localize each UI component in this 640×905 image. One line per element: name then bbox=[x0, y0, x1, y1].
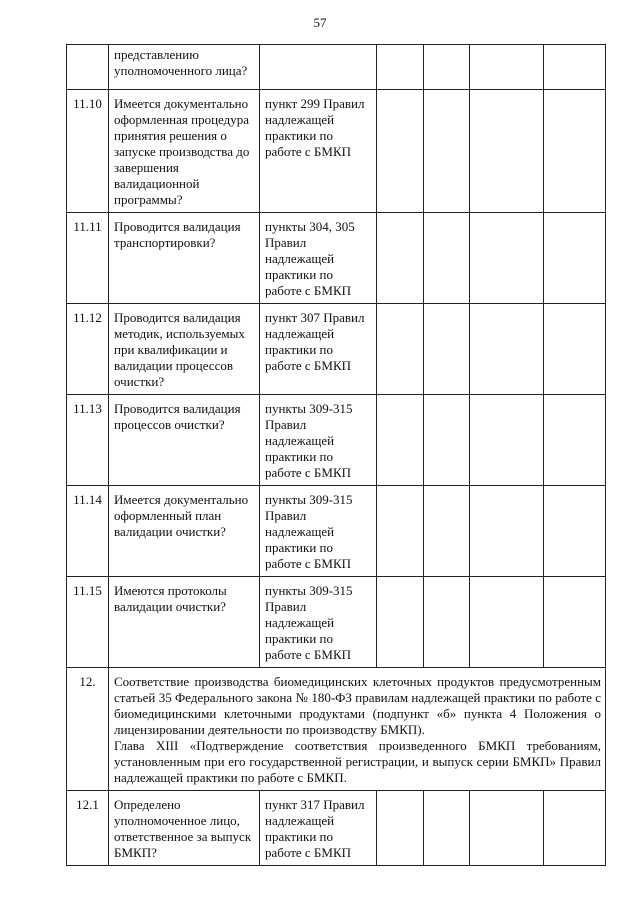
notes-cell bbox=[544, 45, 606, 90]
answer-no-cell bbox=[424, 486, 470, 577]
answer-no-cell bbox=[424, 45, 470, 90]
answer-yes-cell bbox=[377, 45, 424, 90]
section-requirement: Соответствие производства биомедицинских клеточных продуктов предусмотренным статьей 35 Федерального закона № 180-ФЗ правилам надлежащей практики по работе с биомедицинскими клеточными продуктами (подпункт «б» пункта 4 Положения о лицензировании деятельности по производству БМКП). bbox=[114, 674, 601, 737]
answer-yes-cell bbox=[377, 486, 424, 577]
not-applicable-cell bbox=[470, 90, 544, 213]
not-applicable-cell bbox=[470, 395, 544, 486]
question-cell: Имеется документально оформленная процедура принятия решения о запуске производства до завершения валидационной программы? bbox=[109, 90, 260, 213]
answer-no-cell bbox=[424, 395, 470, 486]
not-applicable-cell bbox=[470, 213, 544, 304]
answer-no-cell bbox=[424, 577, 470, 668]
question-cell: Проводится валидация транспортировки? bbox=[109, 213, 260, 304]
table-row bbox=[67, 486, 606, 577]
checklist-table bbox=[66, 44, 606, 866]
section-text bbox=[109, 668, 606, 791]
row-number: 12.1 bbox=[67, 791, 109, 866]
reference-cell: пункты 309-315 Правил надлежащей практики по работе с БМКП bbox=[260, 395, 377, 486]
reference-cell: пункт 307 Правил надлежащей практики по работе с БМКП bbox=[260, 304, 377, 395]
row-number: 11.11 bbox=[67, 213, 109, 304]
reference-cell: пункт 317 Правил надлежащей практики по работе с БМКП bbox=[260, 791, 377, 866]
answer-yes-cell bbox=[377, 395, 424, 486]
answer-yes-cell bbox=[377, 791, 424, 866]
not-applicable-cell bbox=[470, 486, 544, 577]
section-row bbox=[67, 668, 606, 791]
table-row bbox=[67, 791, 606, 866]
answer-no-cell bbox=[424, 90, 470, 213]
not-applicable-cell bbox=[470, 577, 544, 668]
row-number: 11.12 bbox=[67, 304, 109, 395]
notes-cell bbox=[544, 395, 606, 486]
answer-no-cell bbox=[424, 213, 470, 304]
answer-yes-cell bbox=[377, 304, 424, 395]
not-applicable-cell bbox=[470, 791, 544, 866]
notes-cell bbox=[544, 791, 606, 866]
reference-cell: пункт 299 Правил надлежащей практики по работе с БМКП bbox=[260, 90, 377, 213]
question-cell: представлению уполномоченного лица? bbox=[109, 45, 260, 90]
table-row bbox=[67, 213, 606, 304]
table-row bbox=[67, 577, 606, 668]
notes-cell bbox=[544, 577, 606, 668]
reference-cell: пункты 304, 305 Правил надлежащей практики по работе с БМКП bbox=[260, 213, 377, 304]
not-applicable-cell bbox=[470, 304, 544, 395]
row-number bbox=[67, 45, 109, 90]
answer-yes-cell bbox=[377, 213, 424, 304]
answer-yes-cell bbox=[377, 577, 424, 668]
answer-yes-cell bbox=[377, 90, 424, 213]
section-number: 12. bbox=[67, 668, 109, 791]
question-cell: Имеется документально оформленный план валидации очистки? bbox=[109, 486, 260, 577]
question-cell: Проводится валидация процессов очистки? bbox=[109, 395, 260, 486]
section-chapter-title: Глава XIII «Подтверждение соответствия произведенного БМКП требованиям, установленным при его государственной регистрации, и выпуск серии БМКП» Правил надлежащей практики по работе с БМКП. bbox=[114, 738, 601, 785]
reference-cell bbox=[260, 45, 377, 90]
notes-cell bbox=[544, 304, 606, 395]
table-row bbox=[67, 395, 606, 486]
row-number: 11.10 bbox=[67, 90, 109, 213]
notes-cell bbox=[544, 486, 606, 577]
table-row bbox=[67, 45, 606, 90]
answer-no-cell bbox=[424, 304, 470, 395]
page-number: 57 bbox=[313, 15, 327, 30]
not-applicable-cell bbox=[470, 45, 544, 90]
question-cell: Имеются протоколы валидации очистки? bbox=[109, 577, 260, 668]
question-cell: Определено уполномоченное лицо, ответственное за выпуск БМКП? bbox=[109, 791, 260, 866]
reference-cell: пункты 309-315 Правил надлежащей практики по работе с БМКП bbox=[260, 486, 377, 577]
answer-no-cell bbox=[424, 791, 470, 866]
notes-cell bbox=[544, 90, 606, 213]
table-row bbox=[67, 90, 606, 213]
row-number: 11.15 bbox=[67, 577, 109, 668]
question-cell: Проводится валидация методик, используемых при квалификации и валидации процессов очистки? bbox=[109, 304, 260, 395]
reference-cell: пункты 309-315 Правил надлежащей практики по работе с БМКП bbox=[260, 577, 377, 668]
row-number: 11.14 bbox=[67, 486, 109, 577]
row-number: 11.13 bbox=[67, 395, 109, 486]
table-row bbox=[67, 304, 606, 395]
notes-cell bbox=[544, 213, 606, 304]
